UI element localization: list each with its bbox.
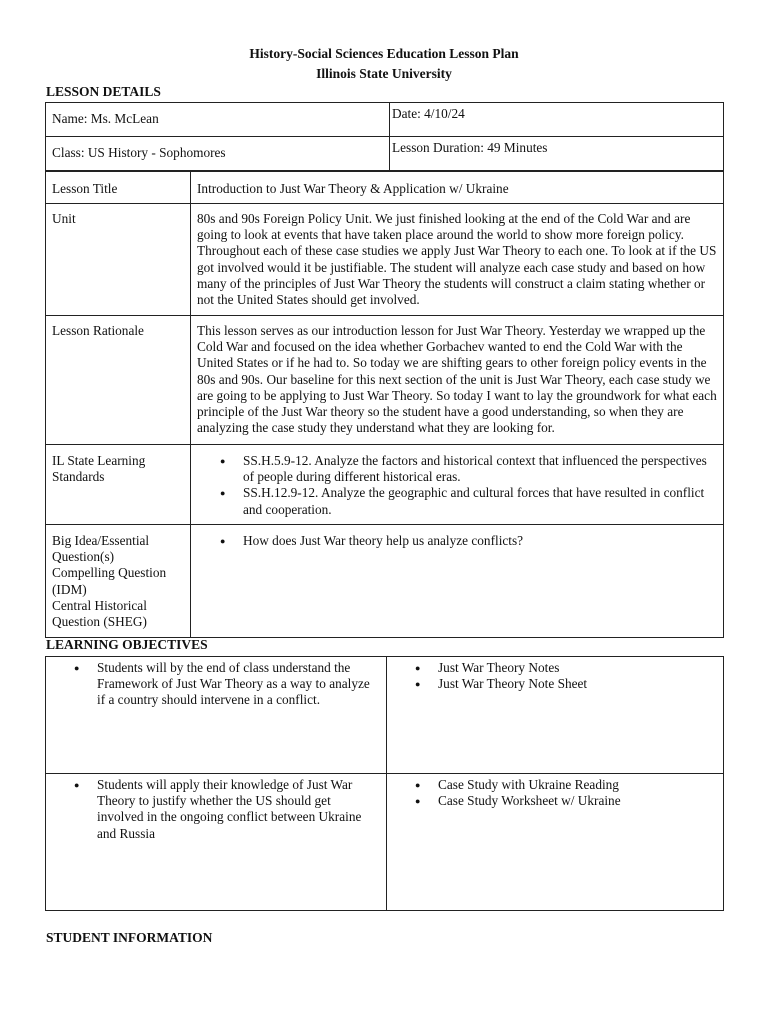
big-idea-list: [197, 533, 717, 549]
list-item: ● How does Just War theory help us analyze conflicts?: [243, 533, 717, 549]
standards-label: IL State Learning Standards: [52, 453, 146, 485]
lesson-title-value: Introduction to Just War Theory & Application w/ Ukraine: [197, 181, 509, 196]
objective-list: [52, 777, 380, 842]
table-row: [46, 445, 724, 525]
learning-objectives-table: [45, 656, 724, 911]
lesson-title-label: Lesson Title: [52, 181, 118, 196]
lesson-rationale-label: Lesson Rationale: [52, 323, 144, 338]
list-item: ● Case Study with Ukraine Reading: [438, 777, 717, 793]
table-row: [46, 525, 724, 638]
unit-label: Unit: [52, 211, 76, 226]
list-item: ● SS.H.12.9-12. Analyze the geographic and cultural forces that have resulted in conflict and cooperation.: [243, 485, 717, 517]
table-row: [46, 774, 724, 911]
compelling-question-label: Compelling Question (IDM): [52, 565, 167, 597]
objective-list: [52, 660, 380, 709]
list-item: ● Just War Theory Notes: [438, 660, 717, 676]
table-row: [46, 657, 724, 774]
materials-list: [393, 660, 717, 692]
list-item: ● Students will by the end of class understand the Framework of Just War Theory as a way to analyze if a country should intervene in a conflict.: [97, 660, 380, 709]
list-item: ● SS.H.5.9-12. Analyze the factors and historical context that influenced the perspectives of people during different historical eras.: [243, 453, 717, 485]
table-row: [46, 172, 724, 204]
lesson-date: Date: 4/10/24: [392, 106, 465, 121]
teacher-name: Name: Ms. McLean: [52, 111, 159, 126]
standards-list: [197, 453, 717, 518]
lesson-rationale-text: This lesson serves as our introduction lesson for Just War Theory. Yesterday we wrapped up the Cold War and focused on the idea whether Gorbachev wanted to end the Cold War with the United States or if he had to. So today we are shifting gears to other foreign policy events in the 80s and 90s. Our baseline for this next section of the unit is Just War Theory, each case study we are going to be applying to Just War Theory. So today I want to lay the groundwork for what each principle of the Just War theory so the student have a good understanding, so when they are analyzing the case study they understand what they are looking for.: [197, 323, 717, 436]
learning-objectives-heading: LEARNING OBJECTIVES: [46, 637, 208, 652]
document-title: History-Social Sciences Education Lesson Plan: [249, 46, 519, 61]
unit-text: 80s and 90s Foreign Policy Unit. We just finished looking at the end of the Cold War and are going to look at events that have taken place around the world to show more foreign policy. Throughout each of these case studies we apply Just War Theory to each one. To look at if the US got involved would it be justifiable. The student will analyze each case study and based on how many of the principles of Just War Theory the students will construct a claim stating whether or not the United States should get involved.: [197, 211, 717, 308]
name-date-table: [45, 102, 724, 171]
table-row: [46, 204, 724, 316]
big-idea-label: Big Idea/Essential Question(s): [52, 533, 150, 565]
lesson-details-heading: LESSON DETAILS: [46, 84, 161, 99]
materials-list: [393, 777, 717, 809]
lesson-duration: Lesson Duration: 49 Minutes: [392, 140, 548, 155]
table-row: [46, 316, 724, 445]
institution-name: Illinois State University: [316, 66, 452, 81]
list-item: ● Students will apply their knowledge of Just War Theory to justify whether the US should get involved in the ongoing conflict between Ukraine and Russia: [97, 777, 380, 842]
central-historical-question-label: Central Historical Question (SHEG): [52, 597, 147, 630]
class-name: Class: US History - Sophomores: [52, 145, 226, 160]
list-item: ● Just War Theory Note Sheet: [438, 676, 717, 692]
list-item: ● Case Study Worksheet w/ Ukraine: [438, 793, 717, 809]
student-information-heading: STUDENT INFORMATION: [46, 930, 213, 945]
lesson-details-table: [45, 171, 724, 638]
